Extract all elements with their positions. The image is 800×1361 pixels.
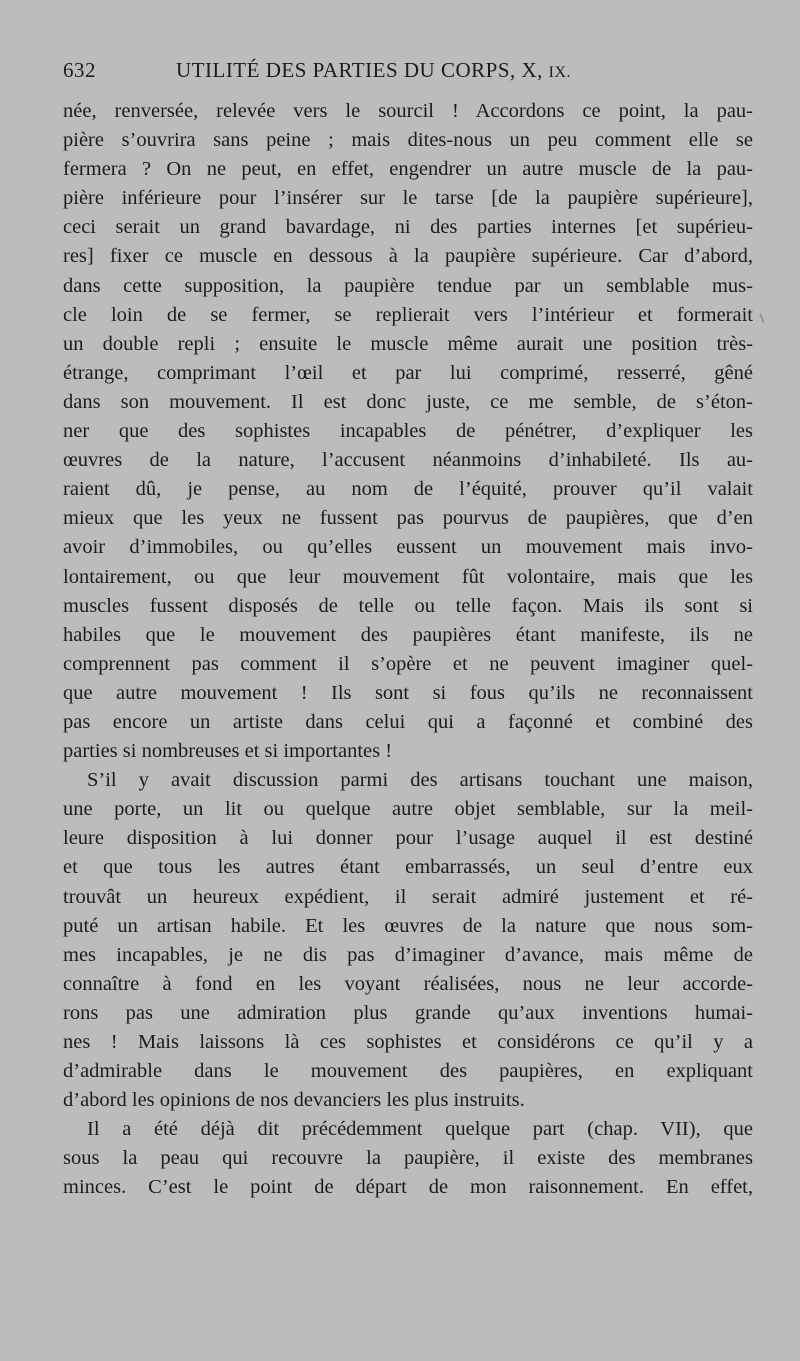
text-line: pas encore un artiste dans celui qui a façonné et combiné des bbox=[63, 710, 753, 733]
text-line: minces. C’est le point de départ de mon raisonnement. En effet, bbox=[63, 1176, 753, 1199]
chapter-number: IX. bbox=[548, 64, 572, 81]
text-line: S’il y avait discussion parmi des artisans touchant une maison, bbox=[87, 769, 753, 792]
text-line: puté un artisan habile. Et les œuvres de la nature que nous som- bbox=[63, 914, 753, 937]
page-number: 632 bbox=[63, 58, 96, 82]
text-line: Il a été déjà dit précédemment quelque part (chap. VII), que bbox=[87, 1118, 753, 1141]
text-line: cle loin de se fermer, se replierait vers l’intérieur et formerait bbox=[63, 303, 753, 326]
text-line: comprennent pas comment il s’opère et ne peuvent imaginer quel- bbox=[63, 652, 753, 675]
text-line: raient dû, je pense, au nom de l’équité, prouver qu’il valait bbox=[63, 478, 753, 501]
text-line: pière inférieure pour l’insérer sur le tarse [de la paupière supérieure], bbox=[63, 187, 753, 210]
text-line: mieux que les yeux ne fussent pas pourvus de paupières, que d’en bbox=[63, 507, 753, 530]
text-line: parties si nombreuses et si importantes ! bbox=[63, 740, 393, 763]
text-line: trouvât un heureux expédient, il serait admiré justement et ré- bbox=[63, 885, 753, 908]
paragraph bbox=[63, 97, 753, 766]
text-line: une porte, un lit ou quelque autre objet semblable, sur la meil- bbox=[63, 798, 753, 821]
text-line: pière s’ouvrira sans peine ; mais dites-nous un peu comment elle se bbox=[63, 129, 753, 152]
text-line: d’abord les opinions de nos devanciers les plus instruits. bbox=[63, 1089, 525, 1112]
text-line: mes incapables, je ne dis pas d’imaginer d’avance, mais même de bbox=[63, 943, 753, 966]
paragraph bbox=[63, 766, 753, 1115]
text-line: connaître à fond en les voyant réalisées, nous ne leur accorde- bbox=[63, 972, 753, 995]
text-line: ner que des sophistes incapables de pénétrer, d’expliquer les bbox=[63, 420, 753, 443]
body-text bbox=[63, 97, 753, 1203]
page-header bbox=[63, 58, 753, 88]
text-line: que autre mouvement ! Ils sont si fous qu’ils ne reconnaissent bbox=[63, 681, 753, 704]
text-line: fermera ? On ne peut, en effet, engendrer un autre muscle de la pau- bbox=[63, 158, 753, 181]
running-title bbox=[176, 58, 571, 83]
text-line: sous la peau qui recouvre la paupière, il existe des membranes bbox=[63, 1147, 753, 1170]
text-line: ceci serait un grand bavardage, ni des parties internes [et supérieu- bbox=[63, 216, 753, 239]
margin-mark: \ bbox=[760, 312, 764, 327]
text-line: œuvres de la nature, l’accusent néanmoins d’inhabileté. Ils au- bbox=[63, 449, 753, 472]
text-line: un double repli ; ensuite le muscle même aurait une position très- bbox=[63, 332, 753, 355]
text-line: muscles fussent disposés de telle ou telle façon. Mais ils sont si bbox=[63, 594, 753, 617]
text-line: avoir d’immobiles, ou qu’elles eussent un mouvement mais invo- bbox=[63, 536, 753, 559]
text-line: et que tous les autres étant embarrassés, un seul d’entre eux bbox=[63, 856, 753, 879]
text-line: leure disposition à lui donner pour l’usage auquel il est destiné bbox=[63, 827, 753, 850]
text-line: res] fixer ce muscle en dessous à la paupière supérieure. Car d’abord, bbox=[63, 245, 753, 268]
text-line: née, renversée, relevée vers le sourcil ! Accordons ce point, la pau- bbox=[63, 100, 753, 122]
text-line: lontairement, ou que leur mouvement fût volontaire, mais que les bbox=[63, 565, 753, 588]
paragraph bbox=[63, 1115, 753, 1202]
text-line: d’admirable dans le mouvement des paupières, en expliquant bbox=[63, 1060, 753, 1083]
text-line: dans cette supposition, la paupière tendue par un semblable mus- bbox=[63, 274, 753, 297]
text-line: étrange, comprimant l’œil et par lui comprimé, resserré, gêné bbox=[63, 361, 753, 384]
text-line: rons pas une admiration plus grande qu’aux inventions humai- bbox=[63, 1001, 753, 1024]
text-line: habiles que le mouvement des paupières étant manifeste, ils ne bbox=[63, 623, 753, 646]
text-line: dans son mouvement. Il est donc juste, ce me semble, de s’éton- bbox=[63, 390, 753, 413]
text-line: nes ! Mais laissons là ces sophistes et considérons ce qu’il y a bbox=[63, 1031, 753, 1053]
running-title-text: UTILITÉ DES PARTIES DU CORPS, X, bbox=[176, 58, 543, 82]
